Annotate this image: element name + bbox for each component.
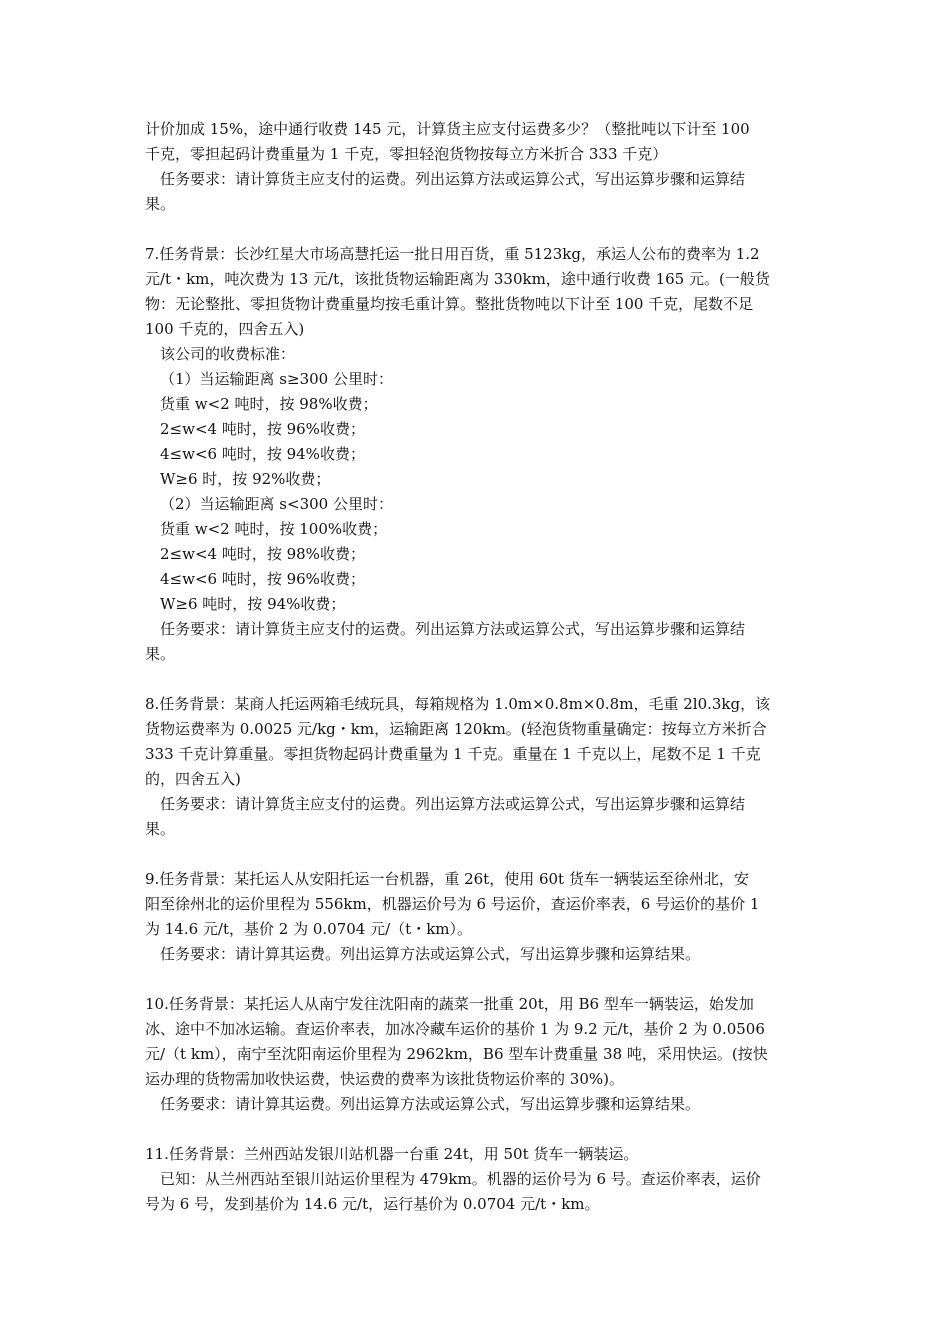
text-line: 元/（t km），南宁至沈阳南运价里程为 2962km，B6 型车计费重量 38 吨，采用快运。(按快 [145, 1045, 768, 1063]
paragraph-gap [145, 1117, 810, 1142]
paragraph-gap [145, 667, 810, 692]
text-line: 为 14.6 元/t，基价 2 为 0.0704 元/（t・km）。 [145, 920, 473, 938]
paragraph-gap [145, 967, 810, 992]
task-requirement: 任务要求：请计算货主应支付的运费。列出运算方法或运算公式，写出运算步骤和运算结 [160, 170, 746, 188]
task-11-heading: 11.任务背景：兰州西站发银川站机器一台重 24t，用 50t 货车一辆装运。 [145, 1145, 639, 1163]
list-item: 4≤w<6 吨时，按 96%收费； [160, 570, 365, 588]
text-line: 计价加成 15%，途中通行收费 145 元，计算货主应支付运费多少？（整批吨以下计至 100 [145, 120, 750, 138]
list-item: 2≤w<4 吨时，按 96%收费； [160, 420, 365, 438]
paragraph-gap [145, 842, 810, 867]
text-line: 333 千克计算重量。零担货物起码计费重量为 1 千克。重量在 1 千克以上，尾数不足 1 千克 [145, 745, 761, 763]
list-item: W≥6 时，按 92%收费； [160, 470, 331, 488]
text-line: 阳至徐州北的运价里程为 556km，机器运价号为 6 号运价，查运价率表，6 号运价的基价 1 [145, 895, 760, 913]
task-9-heading: 9.任务背景：某托运人从安阳托运一台机器，重 26t，使用 60t 货车一辆装运至徐州北，安 [145, 870, 749, 888]
task-requirement: 任务要求：请计算货主应支付的运费。列出运算方法或运算公式，写出运算步骤和运算结 [160, 795, 746, 813]
task-7-heading: 7.任务背景：长沙红星大市场高慧托运一批日用百货，重 5123kg，承运人公布的费率为 1.2 [145, 245, 760, 263]
text-line: 号为 6 号，发到基价为 14.6 元/t，运行基价为 0.0704 元/t・km。 [145, 1195, 600, 1213]
text-line: 千克，零担起码计费重量为 1 千克，零担轻泡货物按每立方米折合 333 千克） [145, 145, 668, 163]
text-line: 冰、途中不加冰运输。查运价率表，加冰冷藏车运价的基价 1 为 9.2 元/t，基价 2 为 0.0506 [145, 1020, 765, 1038]
text-line: 果。 [145, 195, 176, 213]
list-item: 货重 w<2 吨时，按 100%收费； [160, 520, 388, 538]
text-line: 元/t・km，吨次费为 13 元/t，该批货物运输距离为 330km，途中通行收费 165 元。(一般货 [145, 270, 770, 288]
text-line: 货物运费率为 0.0025 元/kg・km，运输距离 120km。(轻泡货物重量确定：按每立方米折合 [145, 720, 767, 738]
text-line: 物：无论整批、零担货物计费重量均按毛重计算。整批货物吨以下计至 100 千克，尾数不足 [145, 295, 754, 313]
list-item: W≥6 吨时，按 94%收费； [160, 595, 346, 613]
text-line: 该公司的收费标准： [160, 345, 296, 363]
list-item: 货重 w<2 吨时，按 98%收费； [160, 395, 378, 413]
text-line: 已知：从兰州西站至银川站运价里程为 479km。机器的运价号为 6 号。查运价率表，运价 [160, 1170, 761, 1188]
text-line: 运办理的货物需加收快运费，快运费的费率为该批货物运价率的 30%)。 [145, 1070, 624, 1088]
list-item: （1）当运输距离 s≥300 公里时： [160, 370, 393, 388]
task-8-heading: 8.任务背景：某商人托运两箱毛绒玩具，每箱规格为 1.0m×0.8m×0.8m，毛重 2l0.3kg，该 [145, 695, 771, 713]
list-item: （2）当运输距离 s<300 公里时： [160, 495, 393, 513]
document-page [145, 117, 810, 1217]
text-line: 果。 [145, 645, 176, 663]
text-line: 100 千克的，四舍五入) [145, 320, 305, 338]
text-line: 的，四舍五入) [145, 770, 241, 788]
list-item: 2≤w<4 吨时，按 98%收费； [160, 545, 365, 563]
list-item: 4≤w<6 吨时，按 94%收费； [160, 445, 365, 463]
text-line: 果。 [145, 820, 176, 838]
task-requirement: 任务要求：请计算货主应支付的运费。列出运算方法或运算公式，写出运算步骤和运算结 [160, 620, 746, 638]
task-10-heading: 10.任务背景：某托运人从南宁发往沈阳南的蔬菜一批重 20t，用 B6 型车一辆装运，始发加 [145, 995, 754, 1013]
paragraph-gap [145, 217, 810, 242]
task-requirement: 任务要求：请计算其运费。列出运算方法或运算公式，写出运算步骤和运算结果。 [160, 1095, 701, 1113]
task-requirement: 任务要求：请计算其运费。列出运算方法或运算公式，写出运算步骤和运算结果。 [160, 945, 701, 963]
